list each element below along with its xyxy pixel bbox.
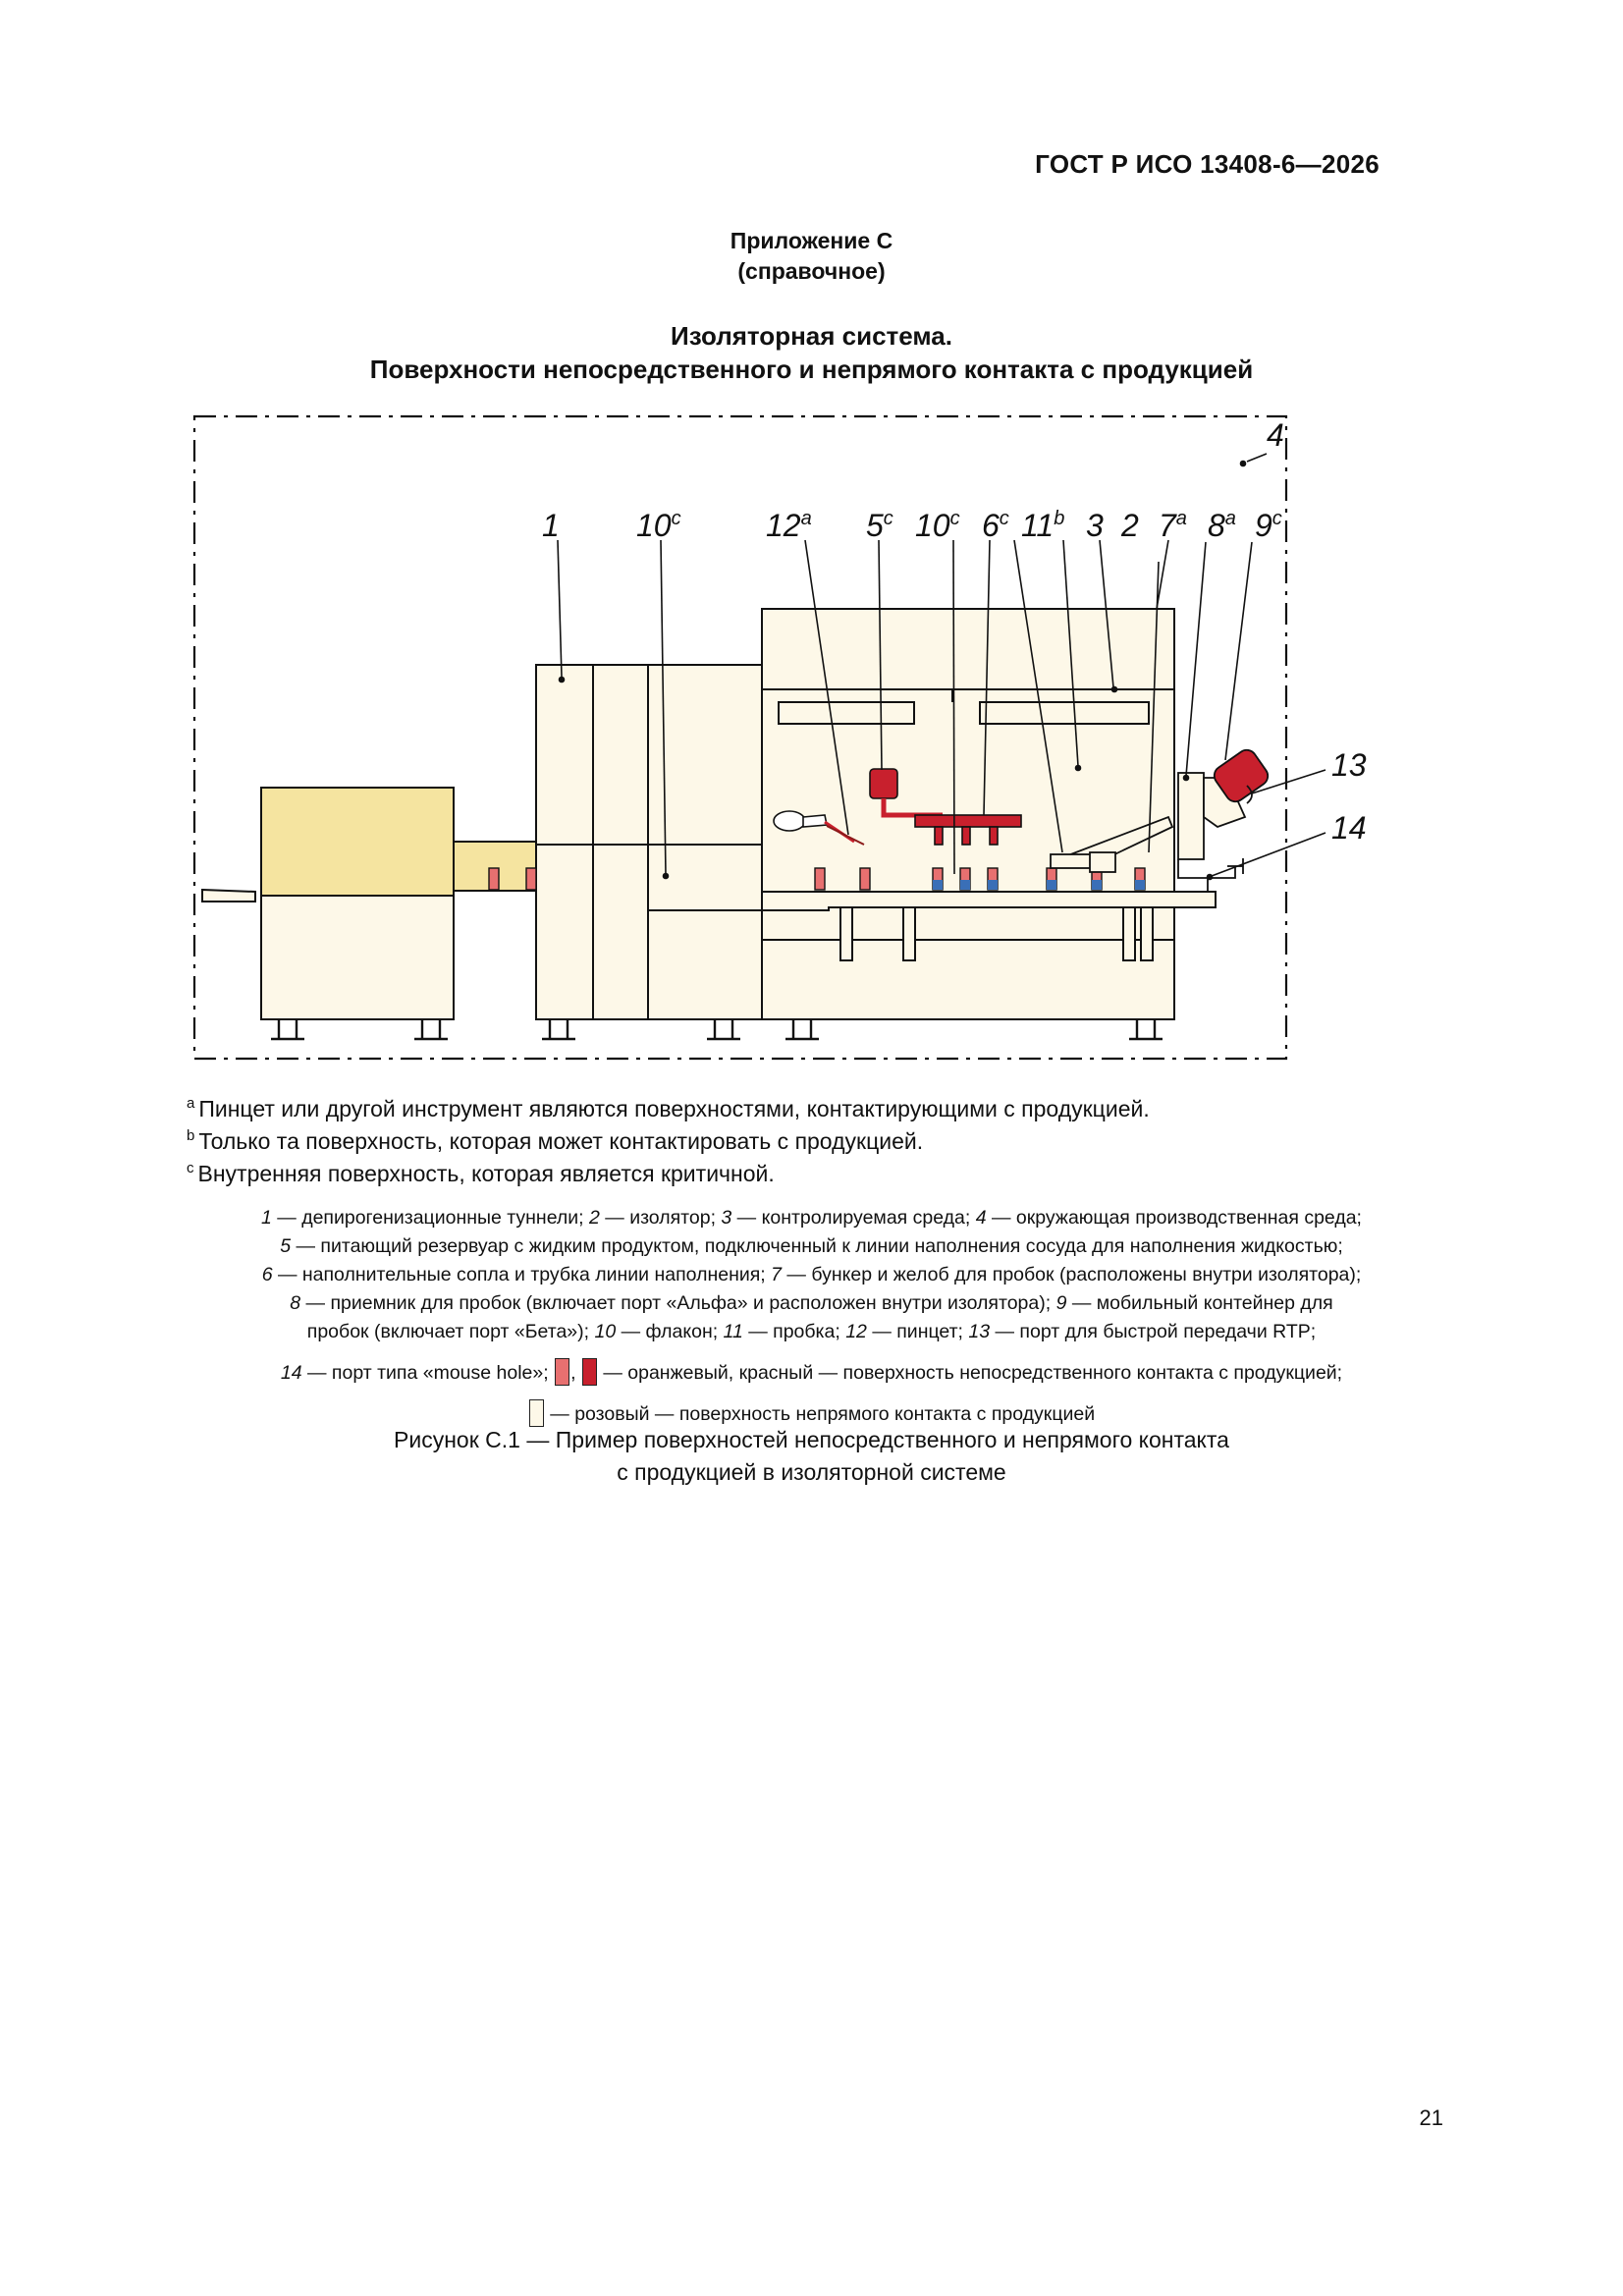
stopper-receiver [1178,773,1204,859]
label-6: 6$^c$ [982,508,1009,543]
washer-lower [261,896,454,1019]
product-tank [870,769,897,798]
pink-swatch [529,1399,544,1427]
vial [526,868,536,890]
label-10-second: 10$^c$ [915,508,960,543]
figure-caption: Рисунок С.1 — Пример поверхностей непосредственного и непрямого контакта с продукцией в изоляторной системе [394,1427,1229,1485]
infeed-conveyor [202,890,255,902]
label-8: 8$^a$ [1208,508,1236,543]
label-10-first: 10$^c$ [636,508,681,543]
heading-line-1: Изоляторная система. [671,321,952,351]
heading-line-2: Поверхности непосредственного и непрямого контакта с продукцией [369,355,1254,384]
footnote-a: $^a$ Пинцет или другой инструмент являются поверхностями, контактирующими с продукцией. [187,1095,1150,1121]
washer-upper [261,788,454,896]
footnote-c: $^c$ Внутренняя поверхность, которая является критичной. [187,1160,775,1186]
annex-title: Приложение С [730,228,893,253]
label-11: 11$^b$ [1021,508,1065,543]
isolator-system-figure [187,405,1367,1063]
label-14: 14 [1331,810,1367,846]
red-swatch [582,1358,597,1386]
label-4: 4 [1267,417,1284,453]
annex-subtitle: (справочное) [737,258,886,284]
vial [815,868,825,890]
label-2: 2 [1121,508,1139,543]
footnote-b: $^b$ Только та поверхность, которая может контактировать с продукцией. [187,1127,924,1154]
orange-swatch [555,1358,569,1386]
label-9: 9$^c$ [1255,508,1282,543]
label-5: 5$^c$ [866,508,893,543]
label-1: 1 [542,508,560,543]
label-13: 13 [1331,747,1367,783]
standard-number: ГОСТ Р ИСО 13408-6—2026 [1035,149,1380,179]
filling-manifold [915,815,1021,827]
label-3: 3 [1086,508,1104,543]
vial [860,868,870,890]
label-12: 12$^a$ [766,508,812,543]
label-7: 7$^a$ [1159,508,1187,543]
glove [774,811,805,831]
page-number: 21 [1419,2105,1443,2130]
vial [489,868,499,890]
figure-legend: 1 — депирогенизационные туннели; 2 — изолятор; 3 — контролируемая среда; 4 — окружающая производственная среда; 5 — питающий резервуар с жидким продуктом, подключенный к линии наполнения сосуда для наполнения жидкостью; 6 — наполнительные сопла и трубка линии наполнения; 7 — бункер и желоб для пробок (расположены внутри изолятора); 8 — приемник для пробок (включает порт «Альфа» и расположен внутри изолятора); 9 — мобильный контейнер для пробок (включает порт «Бета»); 10 — флакон; 11 — пробка; 12 — пинцет; 13 — порт для быстрой передачи RTP; 14 — порт типа «mouse hole»; , — оранжевый, красный — поверхность непосредственного контакта с продукцией; — розовый — поверхность непрямого контакта с продукцией [261,1207,1362,1425]
